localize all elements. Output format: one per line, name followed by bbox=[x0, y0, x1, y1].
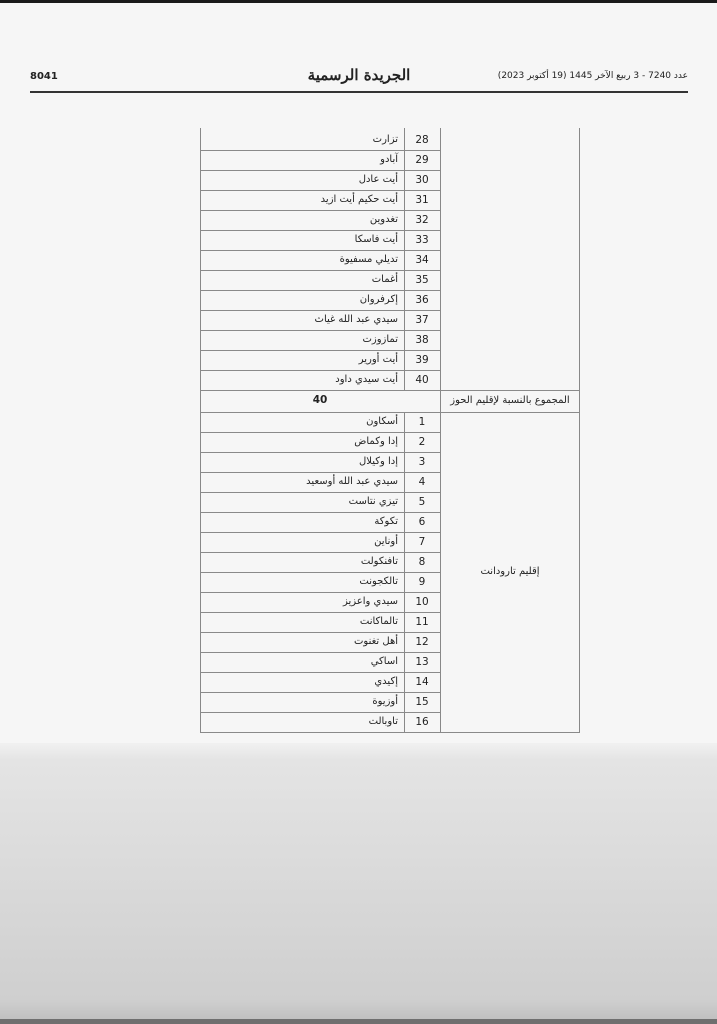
commune-name: أيت فاسكا bbox=[354, 234, 398, 245]
commune-number: 8 bbox=[418, 556, 426, 568]
province-name: إقليم تارودانت bbox=[480, 566, 540, 577]
total-label: المجموع بالنسبة لإقليم الحوز bbox=[450, 395, 570, 406]
commune-number: 2 bbox=[418, 436, 426, 448]
commune-name: أيت أورير bbox=[358, 354, 398, 365]
commune-name: سيدي عبد الله أوسعيد bbox=[306, 476, 398, 487]
commune-number: 32 bbox=[415, 214, 429, 226]
page-number: 8041 bbox=[30, 71, 58, 82]
commune-number: 6 bbox=[418, 516, 426, 528]
commune-number: 13 bbox=[415, 656, 429, 668]
commune-name: أيت حكيم أيت ازيد bbox=[320, 194, 398, 205]
commune-name: أوزيوة bbox=[372, 696, 398, 707]
commune-number: 31 bbox=[415, 194, 429, 206]
table-border-left bbox=[200, 128, 201, 732]
commune-name: سيدي عبد الله غياث bbox=[314, 314, 398, 325]
commune-name: تزارت bbox=[372, 134, 398, 145]
commune-number: 12 bbox=[415, 636, 429, 648]
commune-name: إكيدي bbox=[374, 676, 398, 687]
commune-name: اساكي bbox=[370, 656, 398, 667]
commune-name: تيزي نتاست bbox=[348, 496, 398, 507]
commune-name: أيت عادل bbox=[358, 174, 398, 185]
total-value: 40 bbox=[312, 394, 328, 406]
commune-number: 40 bbox=[415, 374, 429, 386]
commune-number: 16 bbox=[415, 716, 429, 728]
header-rule bbox=[30, 91, 688, 93]
commune-number: 5 bbox=[418, 496, 426, 508]
commune-name: إدا وكماض bbox=[354, 436, 398, 447]
commune-name: أغمات bbox=[371, 274, 398, 285]
commune-name: تالكجونت bbox=[359, 576, 398, 587]
commune-number: 10 bbox=[415, 596, 429, 608]
commune-number: 11 bbox=[415, 616, 429, 628]
commune-name: تكوكة bbox=[374, 516, 398, 527]
page-header bbox=[30, 66, 688, 90]
commune-number: 38 bbox=[415, 334, 429, 346]
commune-name: تافنكولت bbox=[360, 556, 398, 567]
commune-number: 4 bbox=[418, 476, 426, 488]
commune-number: 1 bbox=[418, 416, 426, 428]
commune-name: تمازوزت bbox=[362, 334, 398, 345]
gazette-title: الجريدة الرسمية bbox=[307, 66, 411, 84]
commune-number: 33 bbox=[415, 234, 429, 246]
commune-number: 15 bbox=[415, 696, 429, 708]
commune-number: 37 bbox=[415, 314, 429, 326]
commune-name: سيدي واعزيز bbox=[342, 596, 398, 607]
commune-number: 35 bbox=[415, 274, 429, 286]
commune-name: أهل تغنوت bbox=[353, 636, 398, 647]
commune-number: 3 bbox=[418, 456, 426, 468]
column-divider-province bbox=[440, 128, 441, 732]
commune-number: 14 bbox=[415, 676, 429, 688]
bottom-border bbox=[0, 1019, 717, 1024]
commune-number: 34 bbox=[415, 254, 429, 266]
commune-number: 7 bbox=[418, 536, 426, 548]
issue-info: عدد 7240 - 3 ربيع الآخر 1445 (19 أكتوبر 2023) bbox=[497, 71, 688, 81]
table-border-bottom bbox=[440, 732, 580, 733]
commune-name: تالماكانت bbox=[359, 616, 398, 627]
commune-number: 39 bbox=[415, 354, 429, 366]
commune-name: أسكاون bbox=[366, 416, 398, 427]
commune-number: 29 bbox=[415, 154, 429, 166]
commune-name: إدا وكيلال bbox=[358, 456, 398, 467]
commune-name: آبادو bbox=[380, 154, 398, 165]
commune-number: 9 bbox=[418, 576, 426, 588]
row-line bbox=[200, 390, 440, 391]
commune-number: 28 bbox=[415, 134, 429, 146]
communes-table bbox=[200, 128, 580, 732]
commune-number: 36 bbox=[415, 294, 429, 306]
commune-name: أيت سيدي داود bbox=[335, 374, 398, 385]
commune-name: تديلي مسفيوة bbox=[339, 254, 398, 265]
table-border-right bbox=[579, 128, 580, 732]
commune-name: تاوبالت bbox=[368, 716, 398, 727]
commune-name: أوناين bbox=[374, 536, 398, 547]
commune-number: 30 bbox=[415, 174, 429, 186]
commune-name: إكرفروان bbox=[359, 294, 398, 305]
commune-name: تغدوين bbox=[369, 214, 398, 225]
